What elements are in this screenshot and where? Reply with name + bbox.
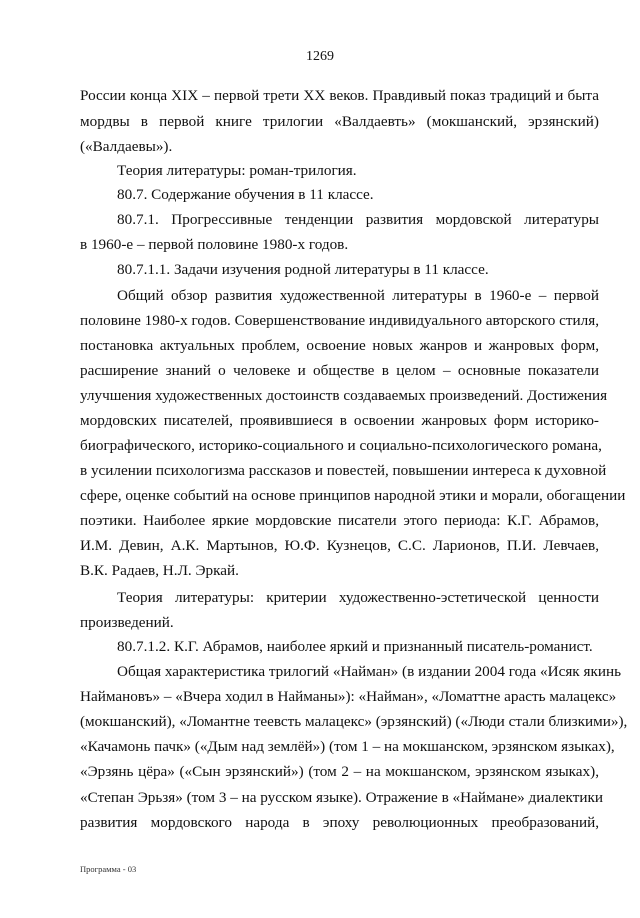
text-line: И.М. Девин, А.К. Мартынов, Ю.Ф. Кузнецов, С.С. Ларионов, П.И. Левчаев, — [80, 537, 599, 554]
text-line: мордвы в первой книге трилогии «Валдаевть» (мокшанский, эрзянский) — [80, 113, 599, 130]
page-number: 1269 — [306, 49, 334, 64]
text-line: Общая характеристика трилогий «Найман» (в издании 2004 года «Исяк якинь — [117, 663, 622, 680]
text-line: «Степан Эрьзя» (том 3 – на русском языке). Отражение в «Наймане» диалектики — [80, 789, 603, 806]
text-line: «Эрзянь цёра» («Сын эрзянский») (том 2 – на мокшанском, эрзянском языках), — [80, 763, 599, 780]
text-line: расширение знаний о человеке и обществе в целом – основные показатели — [80, 362, 599, 379]
footer-note: Программа - 03 — [80, 864, 137, 874]
text-line: развития мордовского народа в эпоху революционных преобразований, — [80, 814, 599, 831]
text-line: (мокшанский), «Ломантне теевсть малацекс» (эрзянский) («Люди стали близкими»), — [80, 713, 628, 730]
text-line: 80.7.1. Прогрессивные тенденции развития мордовской литературы — [117, 211, 599, 228]
text-line: мордовских писателей, проявившиеся в освоении жанровых форм историко- — [80, 412, 599, 429]
text-line: Общий обзор развития художественной литературы в 1960-е – первой — [117, 287, 599, 304]
text-line: 80.7.1.1. Задачи изучения родной литературы в 11 классе. — [117, 261, 489, 278]
text-line: произведений. — [80, 614, 174, 631]
text-line: России конца XIX – первой трети XX веков. Правдивый показ традиций и быта — [80, 87, 599, 104]
text-line: в усилении психологизма рассказов и повестей, повышении интереса к духовной — [80, 462, 607, 479]
text-line: биографического, историко-социального и социально-психологического романа, — [80, 437, 602, 454]
text-line: улучшения художественных достоинств создаваемых произведений. Достижения — [80, 387, 608, 404]
text-line: Теория литературы: роман-трилогия. — [117, 162, 357, 179]
text-line: в 1960-е – первой половине 1980-х годов. — [80, 236, 349, 253]
text-line: постановка актуальных проблем, освоение новых жанров и жанровых форм, — [80, 337, 599, 354]
text-line: 80.7.1.2. К.Г. Абрамов, наиболее яркий и признанный писатель-романист. — [117, 638, 593, 655]
text-line: «Качамонь пачк» («Дым над землёй») (том 1 – на мокшанском, эрзянском языках), — [80, 738, 615, 755]
text-line: сфере, оценке событий на основе принципов народной этики и морали, обогащении — [80, 487, 626, 504]
text-line: В.К. Радаев, Н.Л. Эркай. — [80, 562, 239, 579]
text-line: Теория литературы: критерии художественно-эстетической ценности — [117, 589, 599, 606]
text-line: поэтики. Наиболее яркие мордовские писатели этого периода: К.Г. Абрамов, — [80, 512, 599, 529]
text-line: («Валдаевы»). — [80, 138, 173, 155]
text-line: 80.7. Содержание обучения в 11 классе. — [117, 186, 374, 203]
text-line: Наймановъ» – «Вчера ходил в Найманы»): «Найман», «Ломаттне арасть малацекс» — [80, 688, 617, 705]
text-line: половине 1980-х годов. Совершенствование индивидуального авторского стиля, — [80, 312, 599, 329]
